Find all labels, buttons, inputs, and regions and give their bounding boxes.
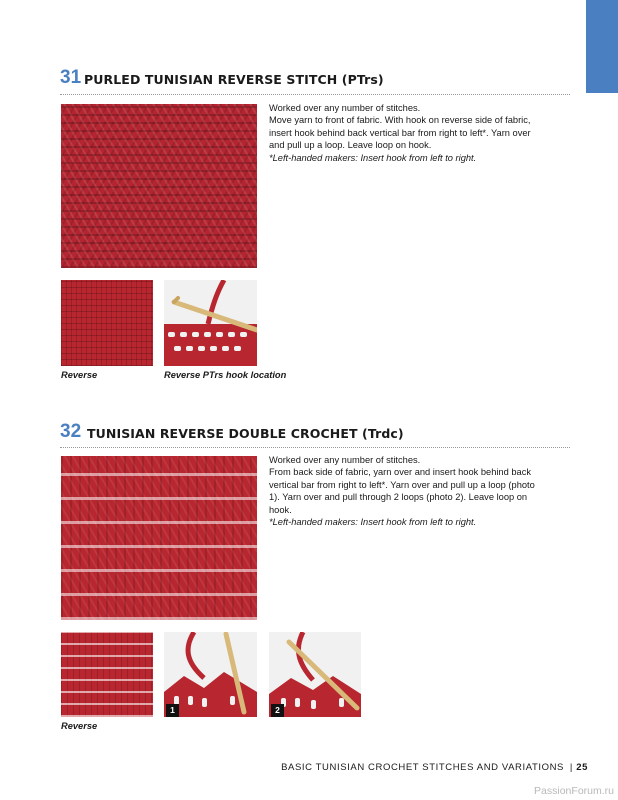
instruction-paragraph: Move yarn to front of fabric. With hook on reverse side of fabric, insert hook behind back vertical bar from right to left*. Yarn over and pull up a loop. Leave loop on hook. xyxy=(269,115,531,151)
section-title: TUNISIAN REVERSE DOUBLE CROCHET (Trdc) xyxy=(87,426,404,441)
left-handed-note: *Left-handed makers: Insert hook from left to right. xyxy=(269,152,477,163)
running-head: BASIC TUNISIAN CROCHET STITCHES AND VARIATIONS xyxy=(281,762,564,773)
footer-separator: | xyxy=(569,762,573,773)
instruction-paragraph: Worked over any number of stitches. xyxy=(269,455,421,465)
section-number: 32 xyxy=(60,421,82,442)
photo-caption: Reverse xyxy=(61,721,98,731)
photo-caption: Reverse xyxy=(61,370,98,380)
section-divider xyxy=(60,447,570,448)
hook-illustration xyxy=(164,280,257,366)
hook-location-photo xyxy=(164,280,257,366)
section-divider xyxy=(60,94,570,95)
chapter-tab xyxy=(586,0,618,93)
instruction-paragraph: Worked over any number of stitches. xyxy=(269,103,421,113)
left-handed-note: *Left-handed makers: Insert hook from left to right. xyxy=(269,517,477,528)
page-footer xyxy=(276,762,588,776)
stitch-swatch-photo xyxy=(61,456,257,620)
section-title: PURLED TUNISIAN REVERSE STITCH (PTrs) xyxy=(84,72,384,87)
watermark: PassionForum.ru xyxy=(534,785,614,797)
instruction-paragraph: From back side of fabric, yarn over and insert hook behind back vertical bar from right to left*. Yarn over and pull up a loop (photo 1). Yarn over and pull through 2 loops (photo 2). Leave loop on hook. xyxy=(269,467,535,515)
stitch-swatch-photo xyxy=(61,104,257,268)
reverse-swatch-photo xyxy=(61,632,153,717)
section-number: 31 xyxy=(60,67,82,88)
section-31-heading xyxy=(60,67,570,93)
photo-caption: Reverse PTrs hook location xyxy=(164,370,287,380)
page-number: 25 xyxy=(576,762,588,773)
section-32-heading xyxy=(60,421,570,447)
photo-number-badge: 1 xyxy=(166,704,179,717)
photo-number-badge: 2 xyxy=(271,704,284,717)
reverse-swatch-photo xyxy=(61,280,153,366)
instructions-text xyxy=(269,454,544,528)
instructions-text xyxy=(269,102,544,164)
